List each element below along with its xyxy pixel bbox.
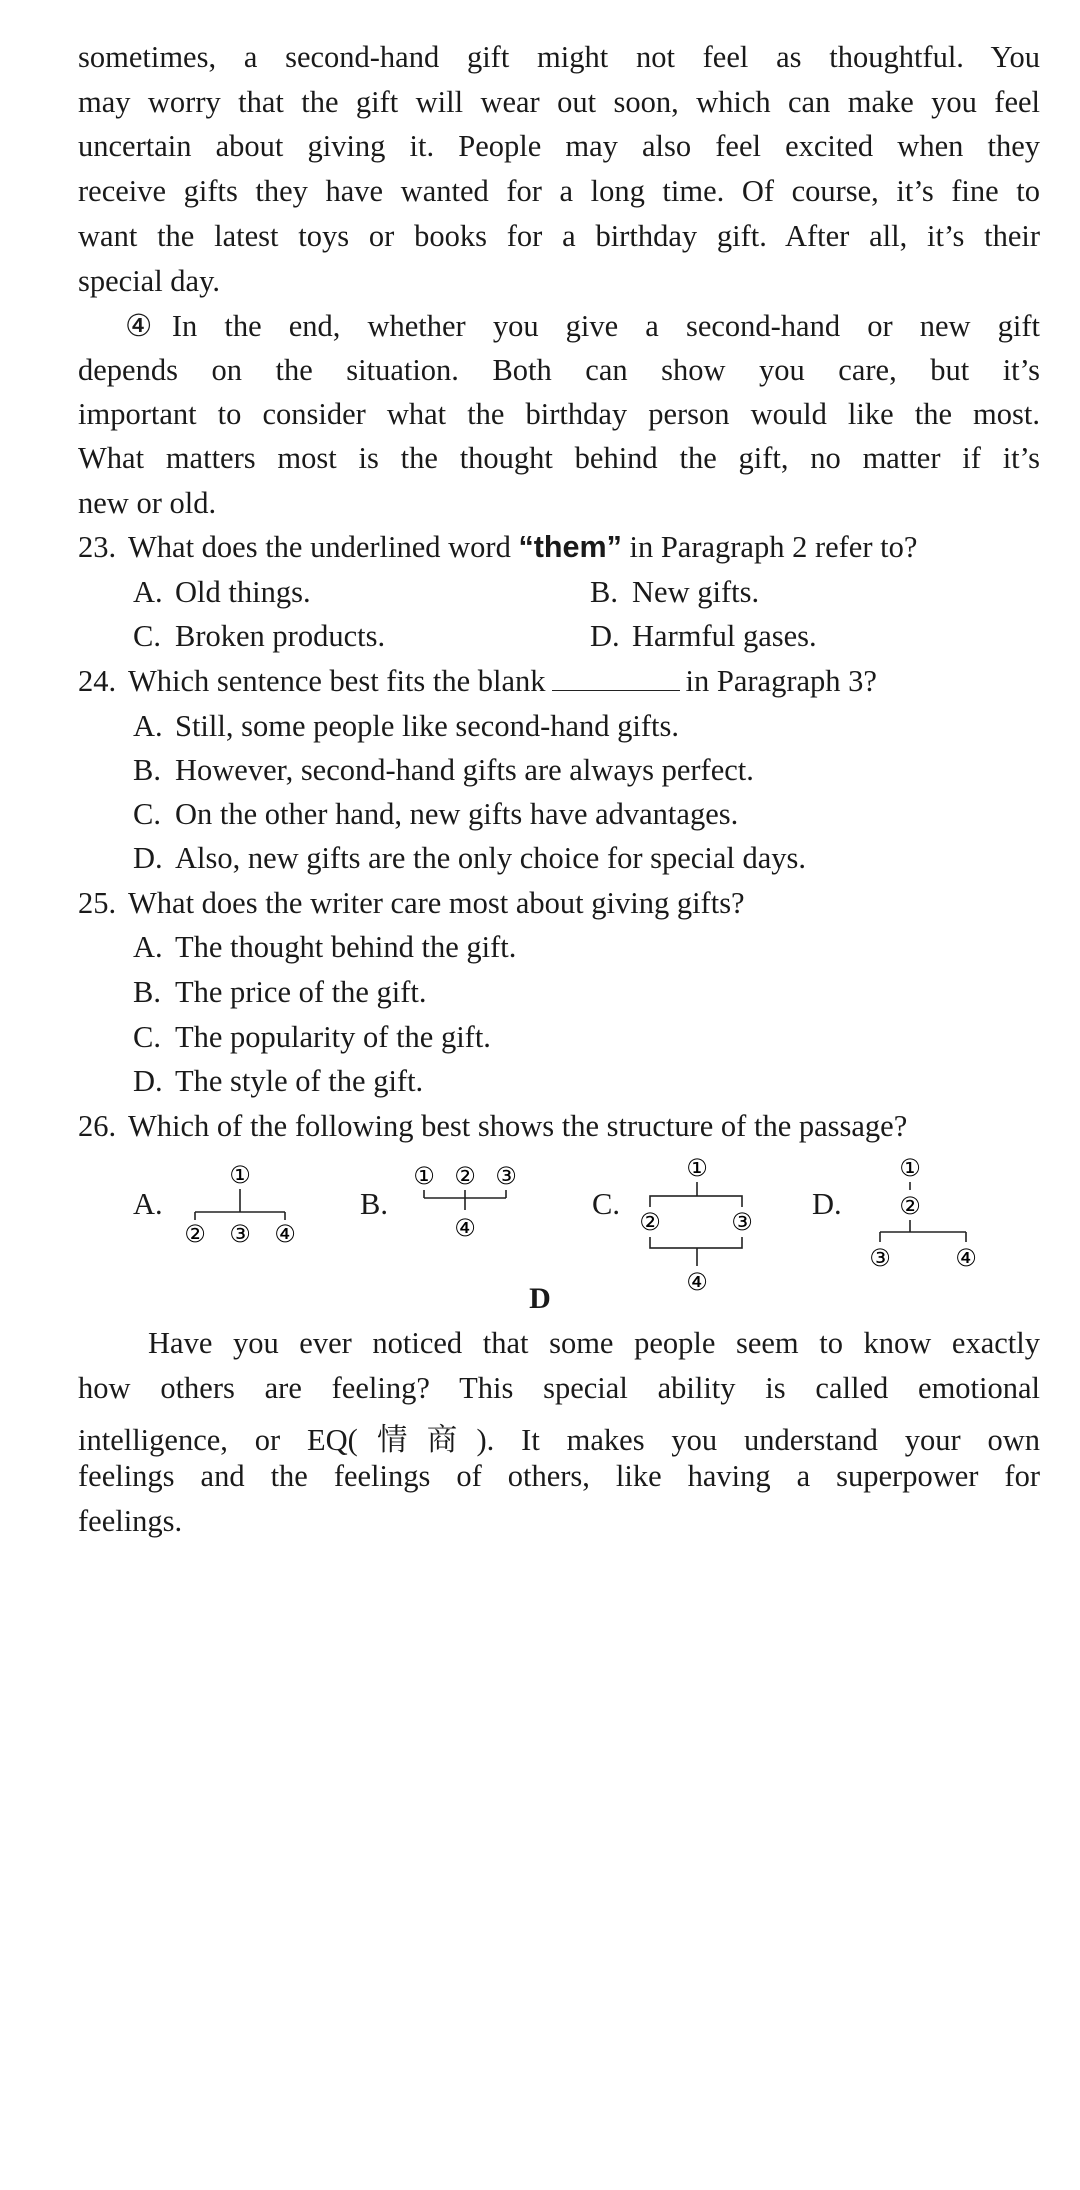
- option-c[interactable]: [133, 1020, 491, 1055]
- option-a[interactable]: [133, 1187, 163, 1222]
- node-2: ②: [454, 1162, 476, 1190]
- option-d[interactable]: [590, 619, 817, 654]
- node-3: ③: [229, 1220, 251, 1248]
- option-text: Old things.: [175, 575, 311, 609]
- passage-line: receive gifts they have wanted for a long time. Of course, it’s fine to: [78, 174, 1040, 208]
- section-heading: D: [529, 1282, 551, 1315]
- option-a[interactable]: [133, 930, 516, 965]
- section-d-line: feelings.: [78, 1504, 183, 1538]
- option-letter: A.: [133, 1187, 163, 1221]
- answer-blank: [552, 664, 680, 691]
- option-b[interactable]: [590, 575, 759, 610]
- option-b[interactable]: [133, 753, 754, 788]
- question-text-before: What does the underlined word: [128, 530, 519, 564]
- option-letter: C.: [133, 1020, 161, 1054]
- node-4: ④: [274, 1220, 296, 1248]
- option-text: New gifts.: [632, 575, 760, 609]
- option-letter: A.: [133, 709, 163, 743]
- option-letter: B.: [133, 753, 161, 787]
- option-letter: A.: [133, 930, 163, 964]
- structure-diagram-b: [400, 1160, 530, 1250]
- option-text: The style of the gift.: [175, 1064, 424, 1098]
- node-3: ③: [731, 1208, 753, 1236]
- option-text: However, second-hand gifts are always perfect.: [175, 753, 754, 787]
- option-b[interactable]: [133, 975, 427, 1010]
- option-text: The price of the gift.: [175, 975, 427, 1009]
- option-d[interactable]: [812, 1187, 842, 1222]
- question-text: [128, 530, 917, 565]
- node-4: ④: [686, 1268, 708, 1296]
- node-1: ①: [413, 1162, 435, 1190]
- question-text: Which of the following best shows the structure of the passage?: [128, 1109, 908, 1143]
- option-letter: C.: [133, 797, 161, 831]
- passage-line: special day.: [78, 264, 220, 298]
- node-2: ②: [639, 1208, 661, 1236]
- option-text: Harmful gases.: [632, 619, 817, 653]
- node-3: ③: [869, 1244, 891, 1272]
- section-d-line: how others are feeling? This special ability is called emotional: [78, 1371, 1040, 1405]
- paragraph-4-line: important to consider what the birthday person would like the most.: [78, 397, 1040, 431]
- passage-line: want the latest toys or books for a birthday gift. After all, it’s their: [78, 219, 1040, 253]
- node-3: ③: [495, 1162, 517, 1190]
- node-1: ①: [899, 1154, 921, 1182]
- node-4: ④: [955, 1244, 977, 1272]
- option-text: Still, some people like second-hand gifts.: [175, 709, 680, 743]
- section-d-line: feelings and the feelings of others, like having a superpower for: [78, 1459, 1040, 1493]
- option-text: On the other hand, new gifts have advantages.: [175, 797, 739, 831]
- option-letter: C.: [133, 619, 161, 653]
- question-text: What does the writer care most about giving gifts?: [128, 886, 745, 920]
- question-number: 24.: [78, 664, 117, 698]
- node-1: ①: [229, 1161, 251, 1189]
- option-text: The popularity of the gift.: [175, 1020, 491, 1054]
- option-letter: C.: [592, 1187, 620, 1221]
- question-text-before: Which sentence best fits the blank: [128, 664, 546, 698]
- question-text: [128, 664, 877, 699]
- option-letter: B.: [360, 1187, 388, 1221]
- section-d-line: Have you ever noticed that some people seem to know exactly: [148, 1326, 1040, 1360]
- option-c[interactable]: [592, 1187, 620, 1222]
- option-letter: D.: [590, 619, 620, 653]
- question-text-after: in Paragraph 3?: [685, 664, 877, 698]
- question-number: 23.: [78, 530, 117, 564]
- option-letter: D.: [133, 841, 163, 875]
- option-letter: D.: [133, 1064, 163, 1098]
- node-4: ④: [454, 1214, 476, 1242]
- option-a[interactable]: [133, 575, 311, 610]
- option-d[interactable]: [133, 841, 806, 876]
- paragraph-4-line: ④In the end, whether you give a second-hand or new gift: [125, 309, 1040, 343]
- option-c[interactable]: [133, 797, 738, 832]
- option-c[interactable]: [133, 619, 385, 654]
- structure-diagram-a: [175, 1160, 305, 1250]
- option-letter: A.: [133, 575, 163, 609]
- option-text: The thought behind the gift.: [175, 930, 517, 964]
- option-a[interactable]: [133, 709, 679, 744]
- passage-line: may worry that the gift will wear out soon, which can make you feel: [78, 85, 1040, 119]
- option-letter: B.: [590, 575, 618, 609]
- node-1: ①: [686, 1154, 708, 1182]
- structure-diagram-d: [850, 1150, 980, 1290]
- paragraph-4-line: What matters most is the thought behind the gift, no matter if it’s: [78, 441, 1040, 475]
- passage-line: sometimes, a second-hand gift might not feel as thoughtful. You: [78, 40, 1040, 74]
- question-keyword: “them”: [518, 530, 622, 564]
- option-letter: B.: [133, 975, 161, 1009]
- option-d[interactable]: [133, 1064, 423, 1099]
- option-text: Also, new gifts are the only choice for special days.: [175, 841, 806, 875]
- question-text-after: in Paragraph 2 refer to?: [621, 530, 918, 564]
- paragraph-4-line: depends on the situation. Both can show you care, but it’s: [78, 353, 1040, 387]
- section-d-line: intelligence, or EQ(情商). It makes you understand your own: [78, 1423, 1040, 1457]
- option-b[interactable]: [360, 1187, 388, 1222]
- node-2: ②: [899, 1192, 921, 1220]
- paragraph-4-line: new or old.: [78, 486, 217, 520]
- passage-line: uncertain about giving it. People may also feel excited when they: [78, 129, 1040, 163]
- option-text: Broken products.: [175, 619, 386, 653]
- structure-diagram-c: [630, 1150, 765, 1300]
- option-letter: D.: [812, 1187, 842, 1221]
- question-number: 25.: [78, 886, 117, 920]
- node-2: ②: [184, 1220, 206, 1248]
- question-number: 26.: [78, 1109, 117, 1143]
